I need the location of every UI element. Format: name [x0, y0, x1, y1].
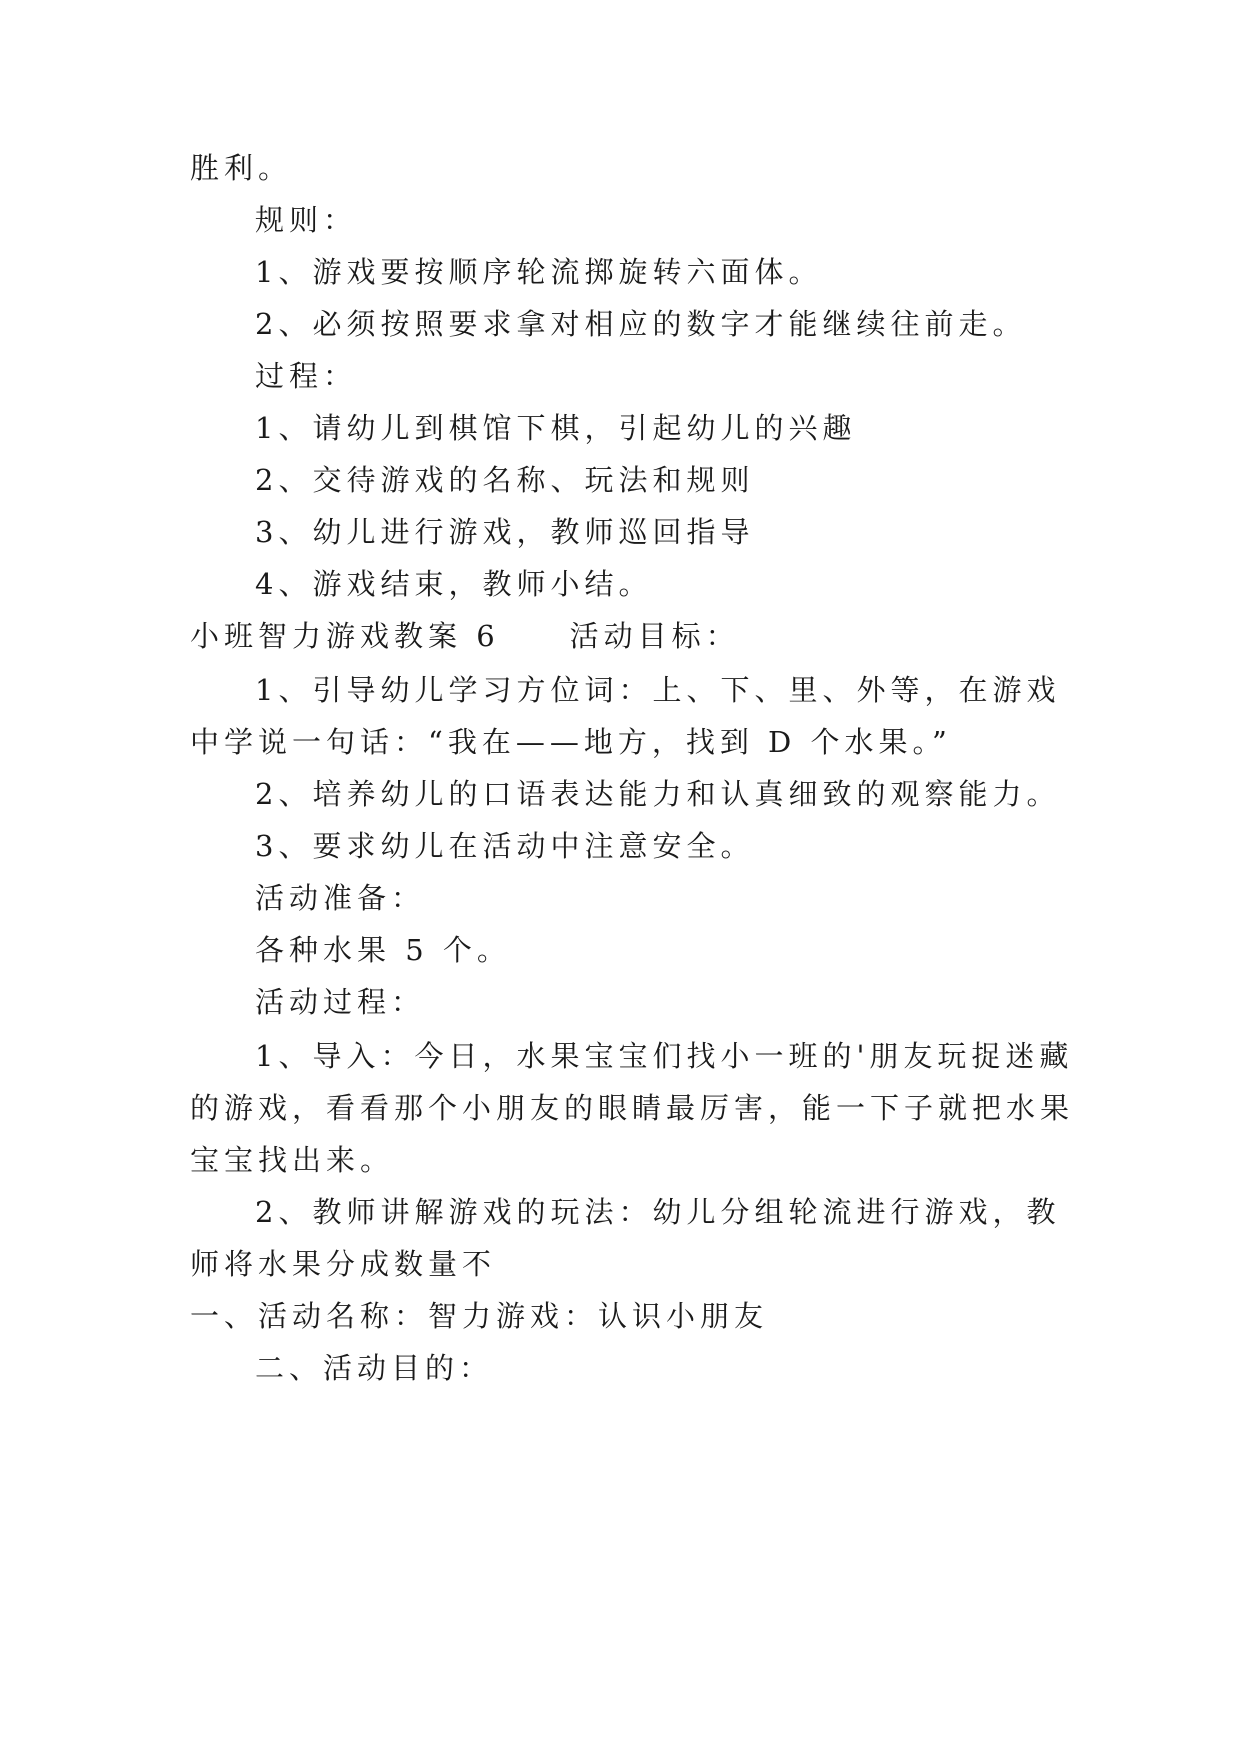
section-heading-activity-name: 一、活动名称：智力游戏：认识小朋友 — [190, 1299, 769, 1333]
text-line: 的游戏，看看那个小朋友的眼睛最厉害，能一下子就把水果 — [190, 1091, 1075, 1125]
lesson-title-line — [190, 616, 740, 656]
text-line: 1、请幼儿到棋馆下棋，引起幼儿的兴趣 — [255, 411, 857, 445]
section-heading-rules: 规则： — [255, 203, 358, 237]
section-heading-procedure: 活动过程： — [255, 985, 426, 1019]
text-line: 胜利。 — [190, 151, 293, 185]
section-heading-process: 过程： — [255, 359, 358, 393]
text-line: 1、游戏要按顺序轮流掷旋转六面体。 — [255, 255, 823, 289]
lesson-title: 小班智力游戏教案 6 — [190, 619, 500, 653]
text-line: 2、培养幼儿的口语表达能力和认真细致的观察能力。 — [255, 777, 1061, 811]
text-line: 2、教师讲解游戏的玩法：幼儿分组轮流进行游戏，教 — [255, 1195, 1061, 1229]
text-line: 宝宝找出来。 — [190, 1143, 395, 1177]
text-line: 1、引导幼儿学习方位词：上、下、里、外等，在游戏 — [255, 673, 1061, 707]
text-line: 4、游戏结束，教师小结。 — [255, 567, 653, 601]
section-heading-goals: 活动目标： — [569, 619, 740, 653]
text-line: 3、要求幼儿在活动中注意安全。 — [255, 829, 755, 863]
text-line: 2、交待游戏的名称、玩法和规则 — [255, 463, 755, 497]
section-heading-activity-purpose: 二、活动目的： — [255, 1351, 494, 1385]
text-line: 各种水果 5 个。 — [255, 933, 511, 967]
text-line: 3、幼儿进行游戏，教师巡回指导 — [255, 515, 755, 549]
section-heading-preparation: 活动准备： — [255, 881, 426, 915]
text-line: 1、导入：今日，水果宝宝们找小一班的'朋友玩捉迷藏 — [255, 1039, 1074, 1073]
text-line: 中学说一句话：“我在——地方，找到 D 个水果。” — [190, 725, 952, 759]
text-line: 师将水果分成数量不 — [190, 1247, 497, 1281]
text-line: 2、必须按照要求拿对相应的数字才能继续往前走。 — [255, 307, 1027, 341]
